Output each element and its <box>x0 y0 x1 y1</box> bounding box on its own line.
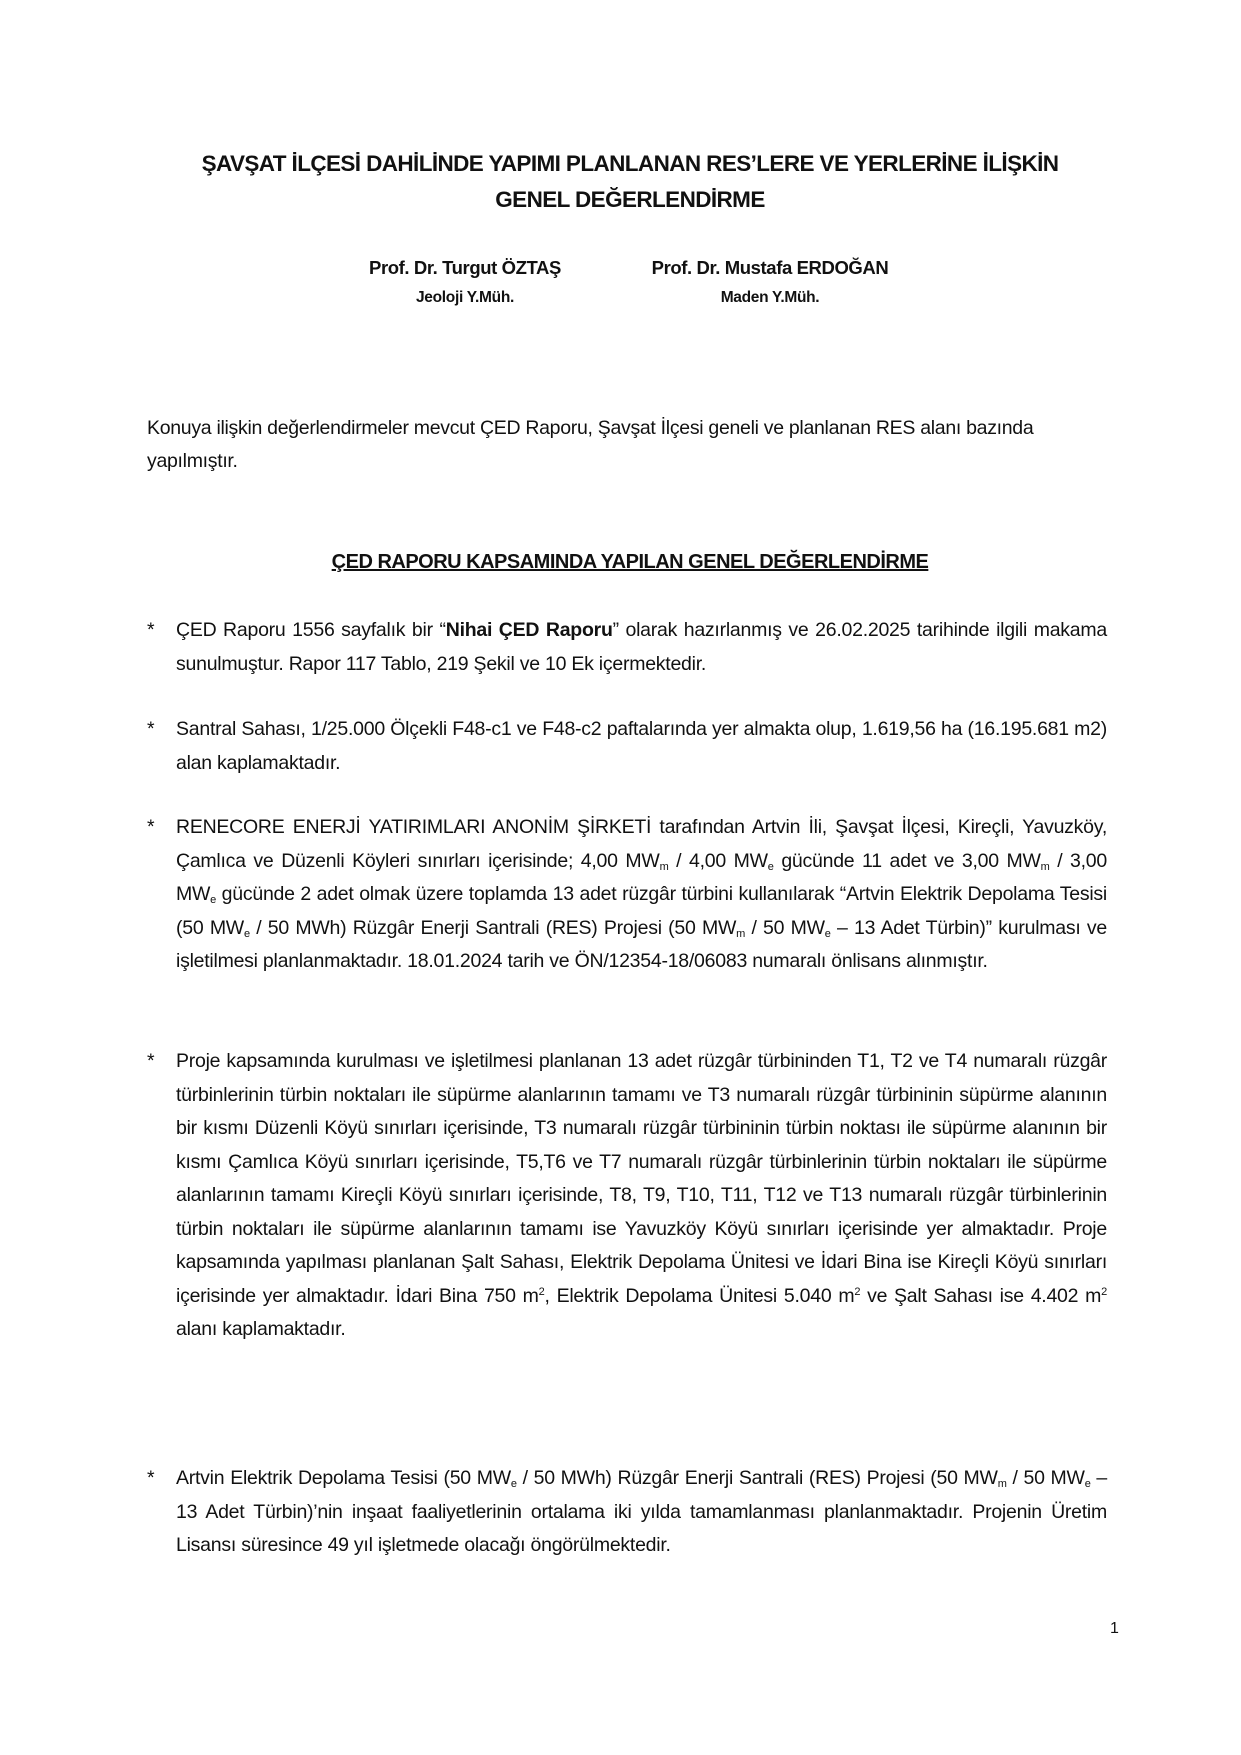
author-2-role: Maden Y.Müh. <box>720 289 820 306</box>
bullet-text <box>176 1462 1107 1563</box>
text-run: / 50 MW <box>1006 1467 1085 1489</box>
subscript: e <box>510 1478 517 1490</box>
subscript: m <box>659 860 669 873</box>
subscript: e <box>824 927 831 940</box>
text-run: – 13 Adet Türbin)” kurulması ve işletilmesi planlanmaktadır. 18.01.2024 tarih ve ÖN/12354-18/06083 numaralı önlisans alınmıştır. <box>176 916 1108 972</box>
bullet-marker: * <box>147 1467 155 1489</box>
bullet-item-construction-period <box>147 1462 1107 1563</box>
bullet-item-site-area <box>147 713 1107 780</box>
bullet-item-turbin-locations <box>147 1045 1107 1347</box>
bullet-text <box>176 614 1107 681</box>
bullet-marker: * <box>147 1050 155 1072</box>
text-run: ve Şalt Sahası ise 4.402 m <box>860 1284 1102 1307</box>
text-run: Artvin Elektrik Depolama Tesisi (50 MW <box>176 1467 511 1489</box>
text-run: gücünde 2 adet olmak üzere toplamda 13 adet rüzgâr türbini kullanılarak “Artvin Elektrik Depolama Tesisi (50 MW <box>176 883 1107 939</box>
document-title-line-1: ŞAVŞAT İLÇESİ DAHİLİNDE YAPIMI PLANLANAN RES’LERE VE YERLERİNE İLİŞKİN <box>201 151 1059 176</box>
author-2-name: Prof. Dr. Mustafa ERDOĞAN <box>651 257 889 278</box>
superscript: 2 <box>854 1285 861 1298</box>
author-2 <box>620 256 920 310</box>
author-1 <box>330 256 600 310</box>
bullet-marker: * <box>147 718 155 740</box>
text-run: / 50 MWh) Rüzgâr Enerji Santrali (RES) Projesi (50 MW <box>249 916 737 939</box>
text-run: ÇED Raporu 1556 sayfalık bir “ <box>176 619 446 641</box>
author-1-name: Prof. Dr. Turgut ÖZTAŞ <box>369 257 561 278</box>
text-run: , Elektrik Depolama Ünitesi 5.040 m <box>544 1284 855 1307</box>
bullet-text <box>176 1045 1107 1347</box>
bold-text-run: Nihai ÇED Raporu <box>445 619 613 641</box>
section-heading: ÇED RAPORU KAPSAMINDA YAPILAN GENEL DEĞERLENDİRME <box>331 551 929 573</box>
text-run: gücünde 11 adet ve 3,00 MW <box>773 849 1041 872</box>
text-run: ” olarak hazırlanmış ve 26.02.2025 tarihinde ilgili makama sunulmuştur. Rapor 117 Tablo, 219 Şekil ve 10 Ek içermektedir. <box>176 619 1107 675</box>
text-run: Proje kapsamında kurulması ve işletilmesi planlanan 13 adet rüzgâr türbininden T1, T2 ve T4 numaralı rüzgâr türbinlerinin türbin noktaları ile süpürme alanlarının tamamı ve T3 numaralı rüzgâr türbininin süpürme alanının bir kısmı Düzenli Köyü sınırları içerisinde, T3 numaralı rüzgâr türbininin türbin noktası ile süpürme alanının bir kısmı Çamlıca Köyü sınırları içerisinde, T5,T6 ve T7 numaralı rüzgâr türbinlerinin türbin noktaları ile süpürme alanlarının tamamı Kireçli Köyü sınırları içerisinde, T8, T9, T10, T11, T12 ve T13 numaralı rüzgâr türbinlerinin türbin noktaları ile süpürme alanlarının tamamı ise Yavuzköy Köyü sınırları içerisinde yer almaktadır. Proje kapsamında yapılması planlanan Şalt Sahası, Elektrik Depolama Ünitesi ve İdari Bina ise Kireçli Köyü sınırları içerisinde yer almaktadır. İdari Bina 750 m <box>176 1050 1107 1307</box>
text-run: – 13 Adet Türbin)’nin inşaat faaliyetlerinin ortalama iki yılda tamamlanması planlanmaktadır. Projenin Üretim Lisansı süresince 49 yıl işletmede olacağı öngörülmektedir. <box>176 1467 1108 1556</box>
subscript: e <box>210 894 217 906</box>
intro-paragraph: Konuya ilişkin değerlendirmeler mevcut ÇED Raporu, Şavşat İlçesi geneli ve planlanan RES alanı bazında yapılmıştır. <box>147 417 1034 472</box>
page-number: 1 <box>1110 1620 1119 1637</box>
text-run: / 3,00 MW <box>176 849 1108 905</box>
superscript: 2 <box>538 1285 545 1298</box>
author-1-role: Jeoloji Y.Müh. <box>415 289 514 306</box>
text-run: / 50 MWh) Rüzgâr Enerji Santrali (RES) Projesi (50 MW <box>516 1467 998 1489</box>
bullet-text <box>176 811 1107 979</box>
document-title-line-2: GENEL DEĞERLENDİRME <box>495 187 765 212</box>
bullet-item-report-info <box>147 614 1107 681</box>
subscript: e <box>1084 1478 1091 1490</box>
subscript: e <box>243 927 250 940</box>
bullet-text: Santral Sahası, 1/25.000 Ölçekli F48-c1 ve F48-c2 paftalarında yer almakta olup, 1.619,56 ha (16.195.681 m2) alan kaplamaktadır. <box>176 718 1107 774</box>
text-run: / 4,00 MW <box>668 849 768 872</box>
text-run: RENECORE ENERJİ YATIRIMLARI ANONİM ŞİRKETİ tarafından Artvin İli, Şavşat İlçesi, Kireçli, Yavuzköy, Çamlıca ve Düzenli Köyleri sınırları içerisinde; 4,00 MW <box>176 816 1107 872</box>
text-run: / 50 MW <box>745 916 825 939</box>
text-run: alanı kaplamaktadır. <box>176 1318 346 1340</box>
subscript: m <box>1040 860 1050 873</box>
bullet-marker: * <box>147 619 155 641</box>
subscript: m <box>736 927 746 940</box>
bullet-marker: * <box>147 816 155 838</box>
bullet-item-project-owner <box>147 811 1107 979</box>
superscript: 2 <box>1101 1285 1107 1298</box>
subscript: e <box>767 860 774 873</box>
subscript: m <box>997 1478 1007 1490</box>
